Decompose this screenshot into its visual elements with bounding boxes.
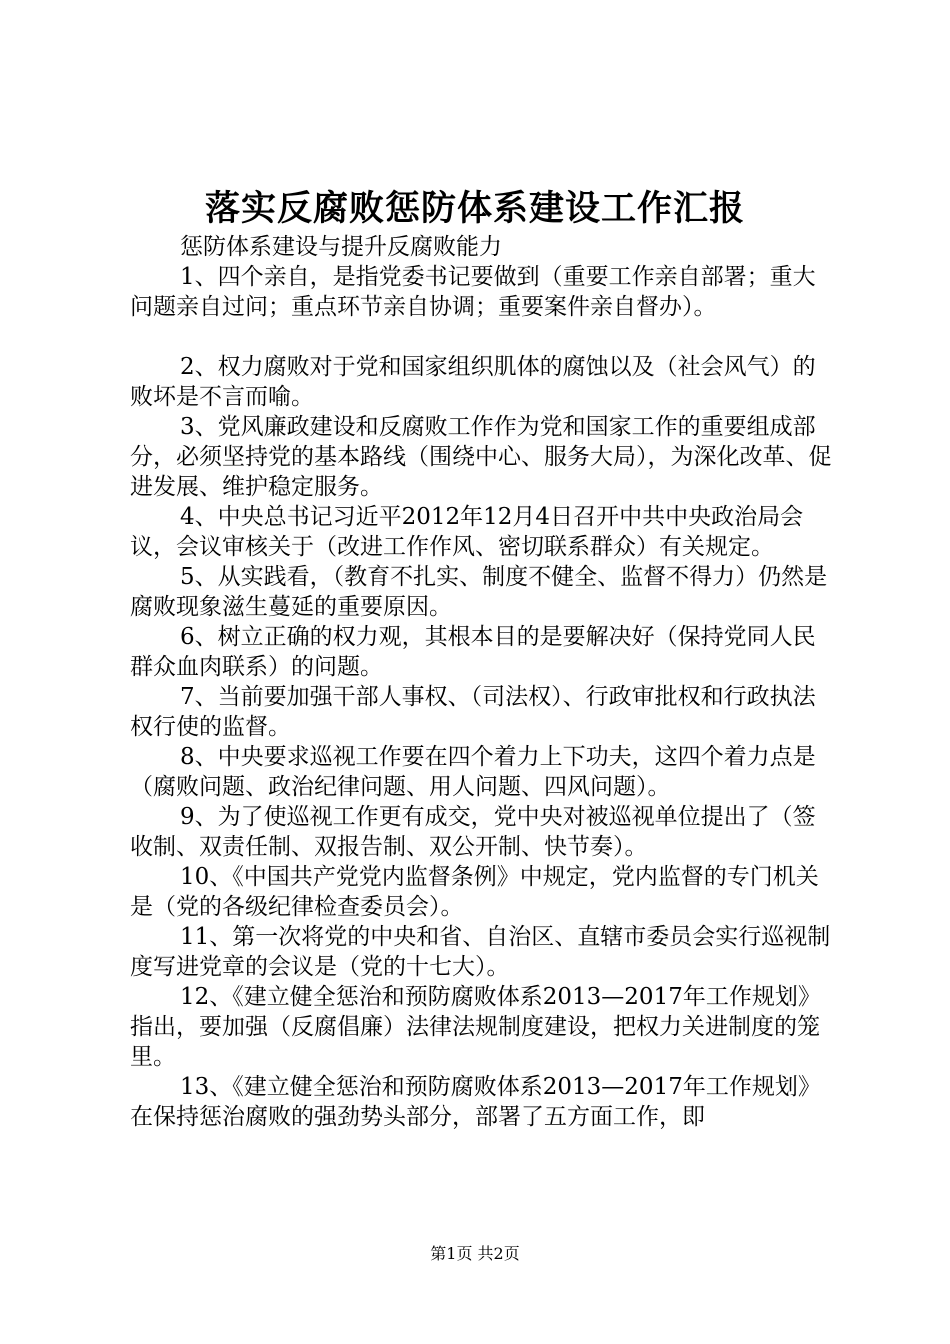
page-footer: 第1页 共2页: [430, 1244, 520, 1263]
paragraph-13: 13、《建立健全惩治和预防腐败体系2013—2017年工作规划》在保持惩治腐败的强劲势头部分，部署了五方面工作，即: [130, 1074, 821, 1130]
paragraph-5: 5、从实践看，（教育不扎实、制度不健全、监督不得力）仍然是腐败现象滋生蔓延的重要原因。: [130, 564, 828, 620]
page-title: 落实反腐败惩防体系建设工作汇报: [204, 188, 745, 229]
paragraph-12: 12、《建立健全惩治和预防腐败体系2013—2017年工作规划》指出，要加强（反腐倡廉）法律法规制度建设，把权力关进制度的笼里。: [130, 984, 821, 1070]
paragraph-10: 10、《中国共产党党内监督条例》中规定，党内监督的专门机关是（党的各级纪律检查委员会）。: [130, 864, 819, 920]
paragraph-2: 2、权力腐败对于党和国家组织肌体的腐蚀以及（社会风气）的败坏是不言而喻。: [130, 354, 816, 410]
paragraph-7: 7、当前要加强干部人事权、（司法权）、行政审批权和行政执法权行使的监督。: [130, 684, 816, 740]
paragraph-3: 3、党风廉政建设和反腐败工作作为党和国家工作的重要组成部分，必须坚持党的基本路线（围绕中心、服务大局），为深化改革、促进发展、维护稳定服务。: [130, 414, 832, 500]
paragraph-1: 1、四个亲自，是指党委书记要做到（重要工作亲自部署；重大问题亲自过问；重点环节亲自协调；重要案件亲自督办）。: [130, 264, 816, 320]
subtitle-paragraph: 惩防体系建设与提升反腐败能力: [180, 234, 502, 260]
paragraph-8: 8、中央要求巡视工作要在四个着力上下功夫，这四个着力点是（腐败问题、政治纪律问题、用人问题、四风问题）。: [130, 744, 816, 800]
paragraph-6: 6、树立正确的权力观，其根本目的是要解决好（保持党同人民群众血肉联系）的问题。: [130, 624, 816, 680]
paragraph-4: 4、中央总书记习近平2012年12月4日召开中共中央政治局会议，会议审核关于（改进工作作风、密切联系群众）有关规定。: [130, 504, 804, 560]
paragraph-11: 11、第一次将党的中央和省、自治区、直辖市委员会实行巡视制度写进党章的会议是（党的十七大）。: [130, 924, 831, 980]
document-body: [130, 232, 836, 1132]
paragraph-9: 9、为了使巡视工作更有成交，党中央对被巡视单位提出了（签收制、双责任制、双报告制、双公开制、快节奏）。: [130, 804, 816, 860]
